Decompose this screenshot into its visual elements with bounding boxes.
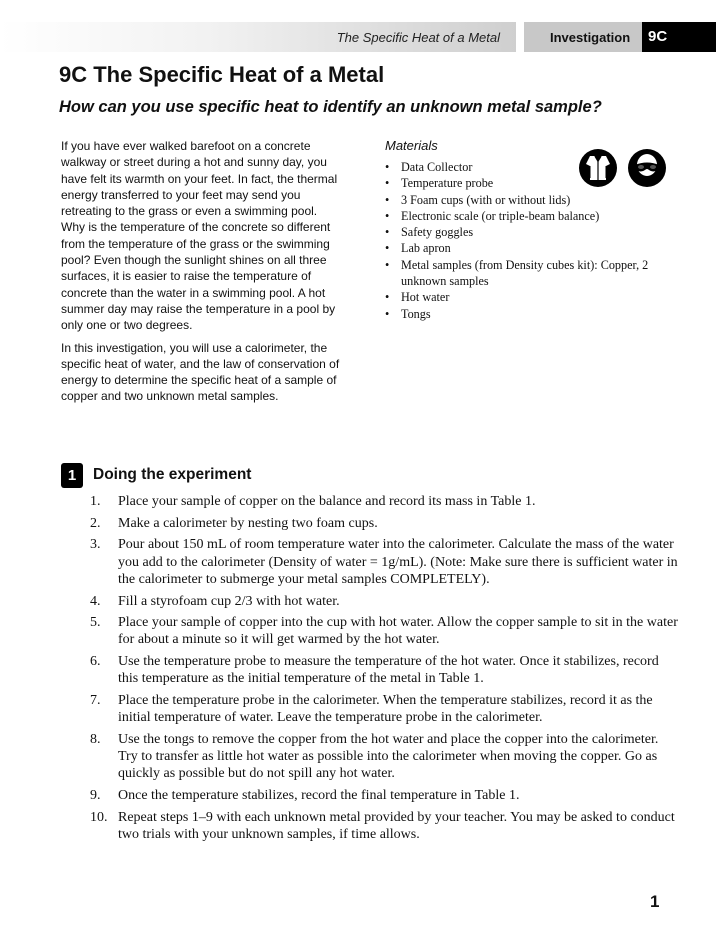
procedure-steps — [90, 493, 680, 848]
step-text: Once the temperature stabilizes, record the final temperature in Table 1. — [118, 788, 520, 804]
step-number: 2. — [90, 515, 101, 531]
header-doc-title: The Specific Heat of a Metal — [336, 30, 500, 45]
page-subtitle: How can you use specific heat to identify an unknown metal sample? — [59, 98, 602, 116]
materials-item: • Lab apron — [385, 240, 685, 256]
step-number: 10. — [90, 809, 108, 825]
step-text: Place your sample of copper on the balance and record its mass in Table 1. — [118, 494, 536, 509]
procedure-step — [90, 731, 680, 783]
procedure-step — [90, 493, 680, 510]
intro-paragraph: If you have ever walked barefoot on a concrete walkway or street during a hot and sunny day, you have felt its warmth on your feet. In fact, the thermal energy transferred to your feet may send you retreating to the grass or even a swimming pool. Why is the temperature of the concrete so different from the temperature of the grass or the swimming pool? Even though the sunlight shines on all three surfaces, it is easier to raise the temperature of concrete than the water in a swimming pool. A hot summer day may raise the temperature in a pool by only one or two degrees. — [61, 139, 338, 333]
procedure-step — [90, 515, 680, 532]
step-number: 3. — [90, 537, 101, 553]
procedure-step — [90, 692, 680, 726]
investigation-label: Investigation — [550, 30, 631, 45]
step-text: Use the tongs to remove the copper from the hot water and place the copper into the calorimeter. Try to transfer as little hot water as possible into the calorimeter when moving the copper. Go as quickly as possible but do not spill any hot water. — [118, 731, 659, 782]
investigation-badge — [642, 22, 716, 52]
materials-heading: Materials — [385, 138, 438, 153]
procedure-step — [90, 593, 680, 610]
intro-paragraph: In this investigation, you will use a calorimeter, the specific heat of water, and the law of conservation of energy to determine the specific heat of a sample of copper and two unknown metal samples. — [61, 340, 340, 404]
procedure-step — [90, 809, 680, 843]
step-number: 1. — [90, 494, 101, 509]
investigation-badge-label: 9C — [648, 28, 668, 45]
section-heading: Doing the experiment — [93, 466, 252, 483]
step-number: 7. — [90, 693, 101, 709]
intro-text — [61, 138, 341, 411]
page-number: 1 — [650, 892, 660, 911]
step-number: 5. — [90, 615, 101, 631]
safety-goggles-icon — [627, 148, 667, 193]
materials-item: • Safety goggles — [385, 224, 685, 240]
materials-item: • Data Collector — [385, 159, 685, 175]
step-number: 4. — [90, 593, 101, 609]
step-text: Make a calorimeter by nesting two foam cups. — [118, 515, 378, 531]
step-text: Pour about 150 mL of room temperature water into the calorimeter. Calculate the mass of the water you add to the calorimeter (Density of water = 1g/mL). (Note: Make sure there is sufficient water in the calorimeter to submerge your metal samples COMPLETELY). — [118, 537, 678, 587]
investigation-tab — [524, 22, 642, 52]
step-text: Place your sample of copper into the cup with hot water. Allow the copper sample to sit in the water for about a minute so it will get warmed by the hot water. — [118, 615, 678, 648]
materials-item: • Temperature probe — [385, 175, 685, 191]
step-text: Repeat steps 1–9 with each unknown metal provided by your teacher. You may be asked to conduct two trials with your unknown samples, if time allows. — [118, 809, 675, 842]
materials-item: • 3 Foam cups (with or without lids) — [385, 192, 685, 208]
procedure-step — [90, 653, 680, 687]
materials-item: • Electronic scale (or triple-beam balance) — [385, 208, 685, 224]
step-text: Fill a styrofoam cup 2/3 with hot water. — [118, 593, 340, 609]
procedure-step — [90, 614, 680, 648]
step-number: 8. — [90, 731, 101, 747]
step-text: Use the temperature probe to measure the temperature of the hot water. Once it stabilizes, record this temperature as the initial temperature of the metal in Table 1. — [118, 654, 659, 687]
procedure-step — [90, 787, 680, 804]
section-number: 1 — [61, 463, 83, 488]
procedure-step — [90, 536, 680, 588]
step-number: 6. — [90, 654, 101, 670]
materials-item: • Metal samples (from Density cubes kit): Copper, 2 unknown samples — [385, 257, 685, 290]
materials-item: • Hot water — [385, 289, 685, 305]
page-title: 9C The Specific Heat of a Metal — [59, 62, 385, 87]
materials-item: • Tongs — [385, 306, 685, 322]
header-bar — [0, 22, 716, 52]
lab-apron-icon — [578, 148, 618, 193]
step-number: 9. — [90, 788, 101, 804]
step-text: Place the temperature probe in the calorimeter. When the temperature stabilizes, record it as the initial temperature of water. Leave the temperature probe in the calorimeter. — [118, 693, 653, 726]
